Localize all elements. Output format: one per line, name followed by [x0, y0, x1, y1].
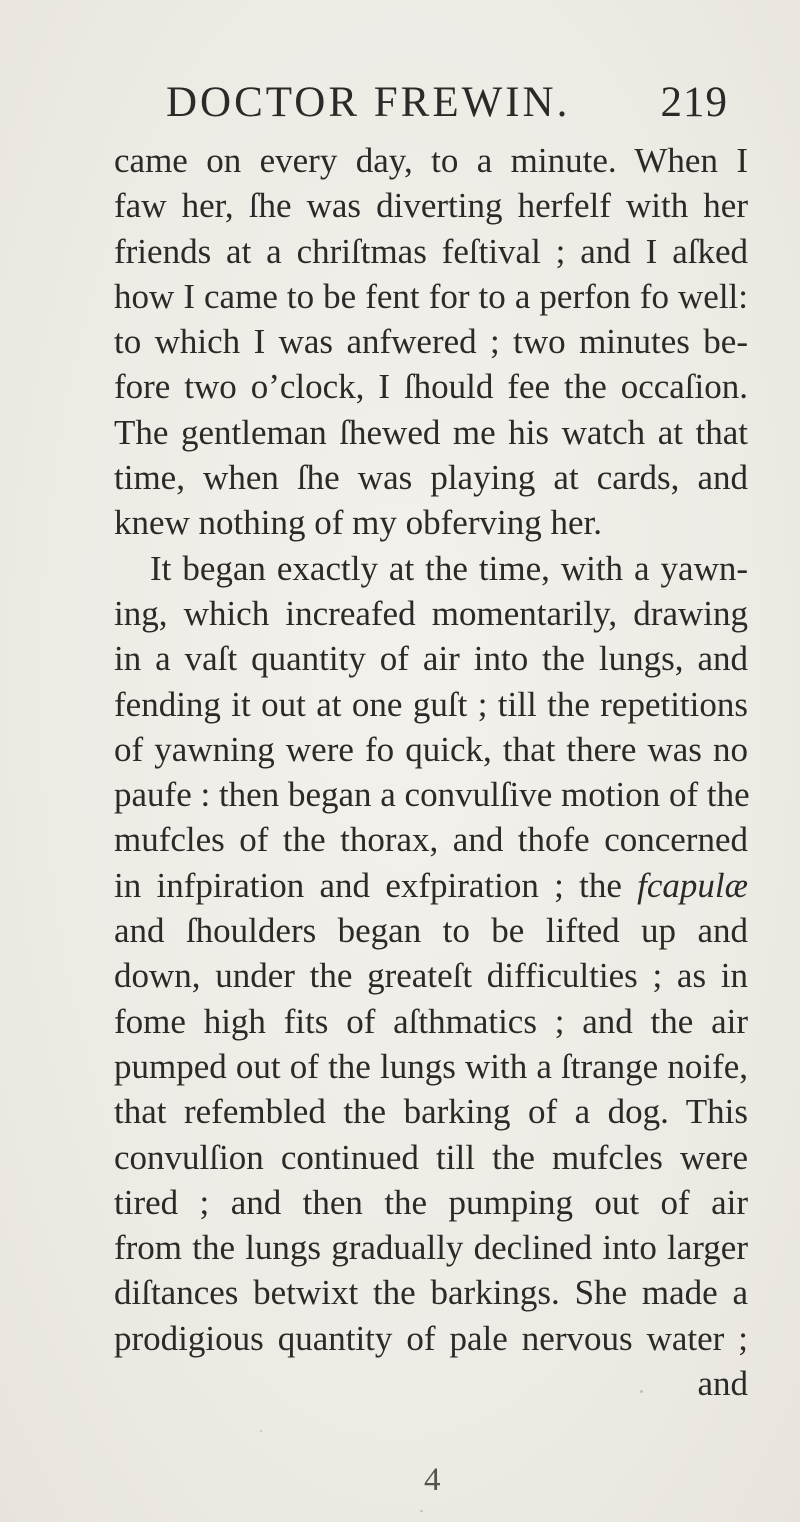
page-number: 219 [660, 79, 728, 126]
text-line: tired ; and then the pumping out of air [114, 1182, 748, 1222]
text-line: in a vaſt quantity of air into the lungs, and [114, 639, 748, 679]
text-line: of yawning were fo quick, that there was no [114, 729, 748, 769]
text-line: faw her, ſhe was diverting herfelf with her [114, 186, 748, 226]
text-line: came on every day, to a minute. When I [114, 141, 748, 180]
text-line: friends at a chriſtmas feſtival ; and I aſked [114, 231, 748, 271]
text-line: fore two o’clock, I ſhould fee the occaſion. [114, 367, 748, 407]
text-line: down, under the greateſt difficulties ; as in [114, 956, 748, 996]
text-line: and ſhoulders began to be lifted up and [114, 911, 748, 951]
paper-speck [260, 1430, 262, 1432]
text-line: The gentleman ſhewed me his watch at that [114, 412, 748, 452]
text-line: ing, which increafed momentarily, drawing [114, 593, 748, 633]
text-line: from the lungs gradually declined into larger [114, 1228, 748, 1268]
text-line: to which I was anfwered ; two minutes be- [114, 322, 748, 362]
running-header [166, 78, 746, 138]
text-line: knew nothing of my obferving her. [114, 503, 602, 543]
body-text [114, 138, 748, 1406]
text-line: diſtances betwixt the barkings. She made a [114, 1273, 748, 1313]
text-line: convulſion continued till the mufcles were [114, 1137, 748, 1177]
text-line: fending it out at one guſt ; till the repetitions [114, 684, 748, 724]
text-line: how I came to be fent for to a perfon fo well: [114, 276, 748, 316]
text-line: paufe : then began a convulſive motion of the [114, 775, 750, 815]
text-line: pumped out of the lungs with a ſtrange noife, [114, 1046, 748, 1086]
text-line: that refembled the barking of a dog. This [114, 1092, 748, 1132]
paper-speck [640, 1390, 643, 1393]
italic-word: fcapulæ [637, 865, 748, 905]
text-line: mufcles of the thorax, and thofe concerned [114, 820, 748, 860]
text-line: time, when ſhe was playing at cards, and [114, 458, 748, 498]
text-line: fome high fits of aſthmatics ; and the air [114, 1001, 748, 1041]
running-title: DOCTOR FREWIN. [166, 79, 571, 126]
text-line: prodigious quantity of pale nervous water ; [114, 1318, 748, 1358]
catchword: and [697, 1364, 748, 1404]
paper-speck [420, 1510, 423, 1512]
text-line-with-italic [114, 863, 748, 908]
text-line-part: in infpiration and exfpiration ; the [114, 865, 638, 905]
signature-mark: 4 [424, 1462, 441, 1498]
text-line: It began exactly at the time, with a yawn- [150, 548, 748, 588]
